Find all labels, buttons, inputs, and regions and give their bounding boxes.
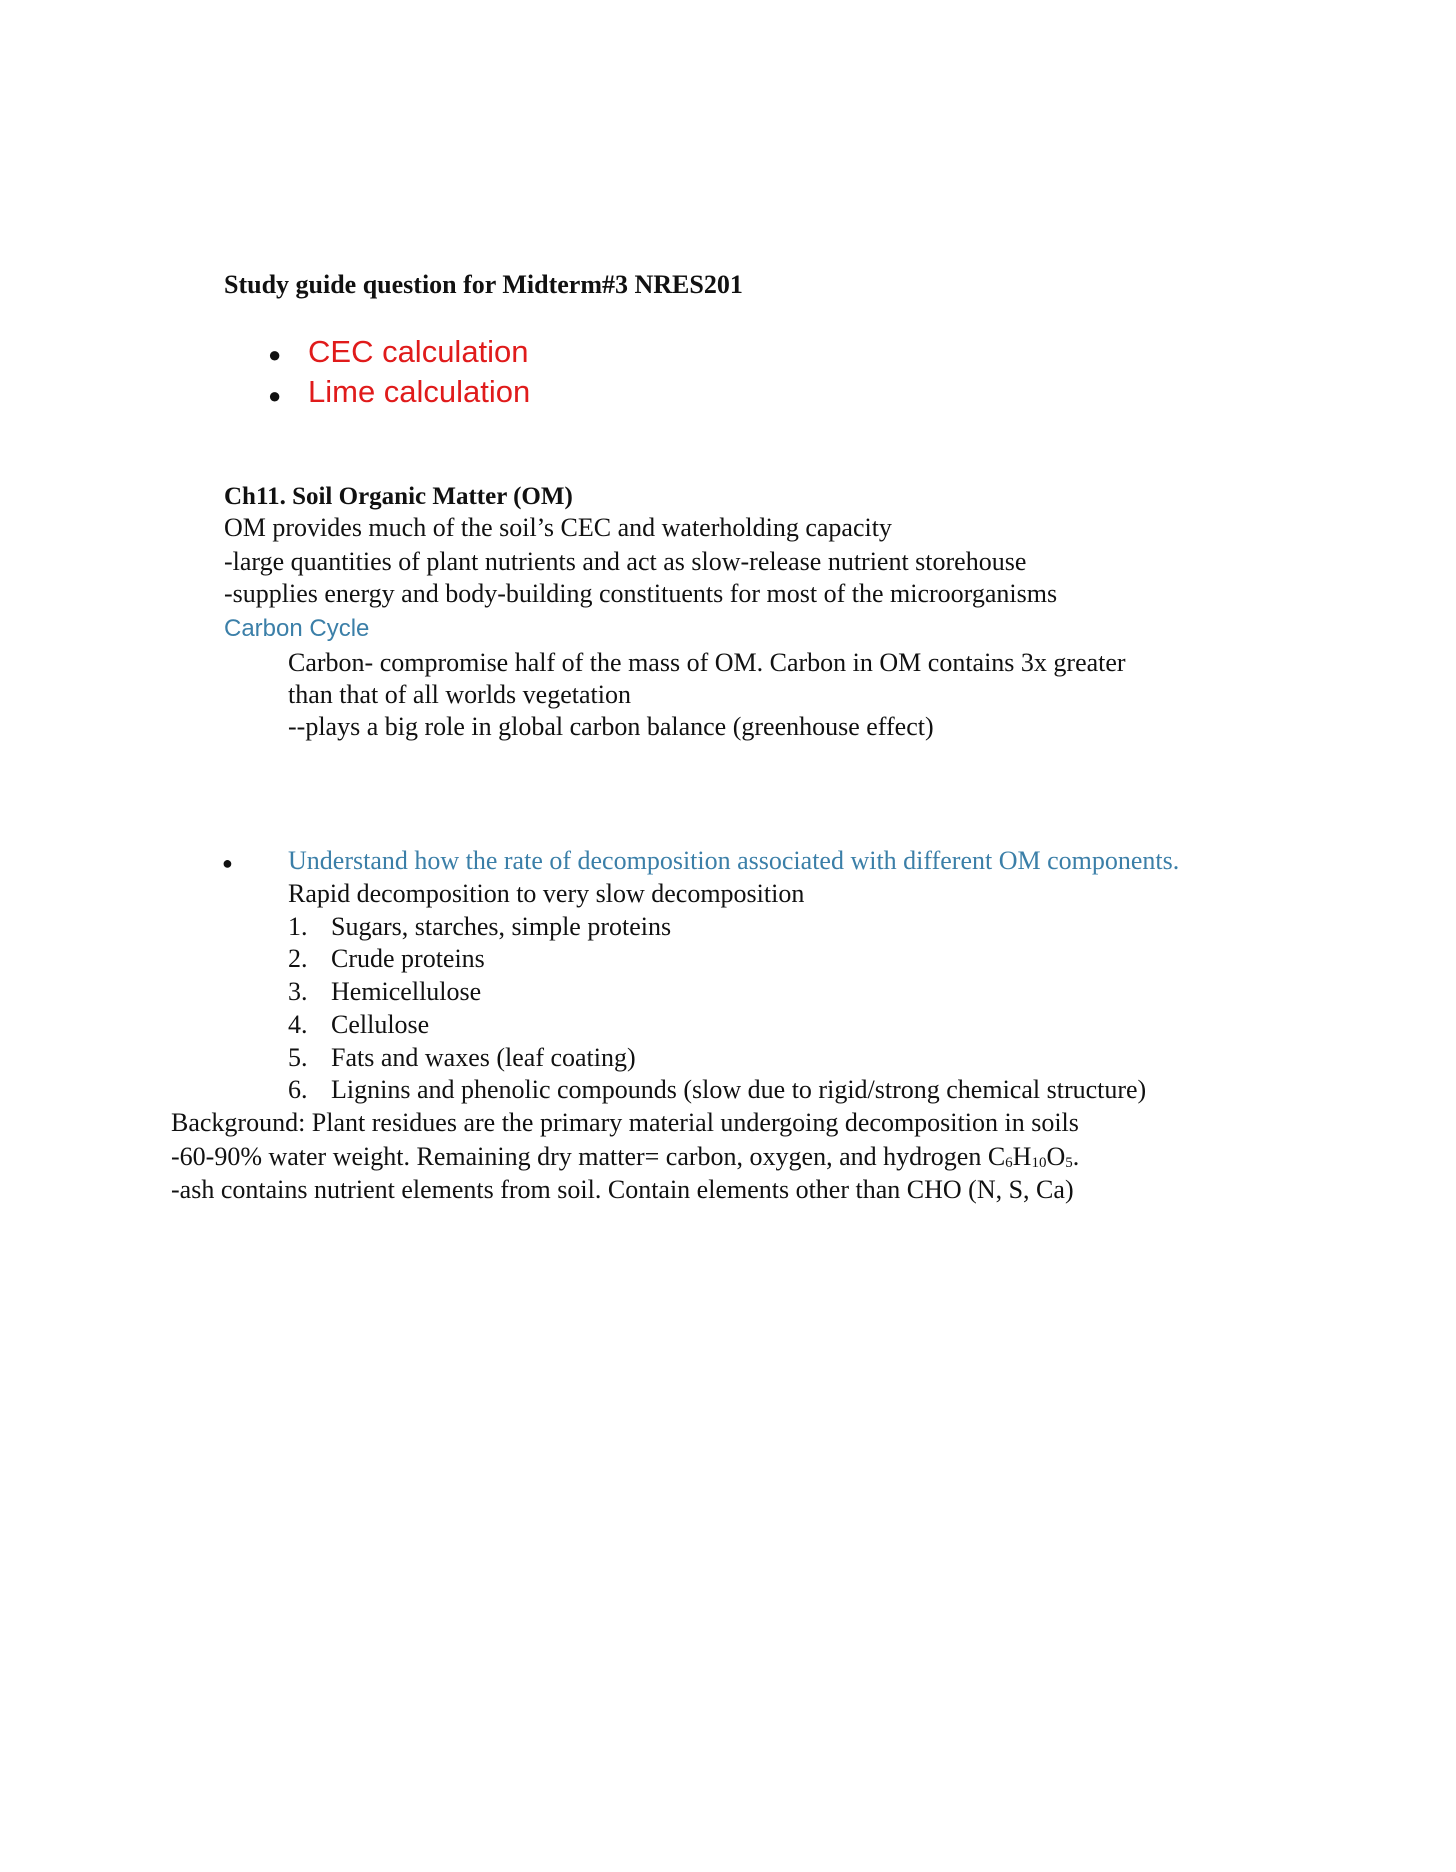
formula-period: . — [1072, 1142, 1080, 1171]
bullet-icon: ● — [222, 853, 233, 873]
list-item-number: 6. — [288, 1075, 308, 1104]
ch11-line-1: OM provides much of the soil’s CEC and waterholding capacity — [224, 513, 892, 542]
list-item-number: 1. — [288, 912, 308, 941]
formula-subscript: 5 — [1065, 1155, 1073, 1171]
list-item: Cellulose — [331, 1010, 430, 1039]
background-line-1: Background: Plant residues are the primary material undergoing decomposition in soils — [171, 1108, 1079, 1137]
formula-element: O — [1046, 1142, 1066, 1171]
list-item: Crude proteins — [331, 944, 485, 973]
carbon-cycle-heading: Carbon Cycle — [224, 615, 370, 642]
background-line-2 — [171, 1144, 1079, 1170]
list-item-number: 4. — [288, 1010, 308, 1039]
list-item: Hemicellulose — [331, 977, 482, 1006]
list-item-number: 2. — [288, 944, 308, 973]
topic-cec-calculation: CEC calculation — [308, 334, 529, 369]
list-item: Sugars, starches, simple proteins — [331, 912, 672, 941]
ch11-line-2: -large quantities of plant nutrients and act as slow-release nutrient storehouse — [224, 547, 1027, 576]
formula-subscript: 6 — [1005, 1155, 1013, 1171]
bullet-icon: ● — [268, 342, 282, 367]
decomposition-intro: Rapid decomposition to very slow decomposition — [288, 879, 805, 908]
list-item-number: 5. — [288, 1043, 308, 1072]
document-title: Study guide question for Midterm#3 NRES201 — [224, 270, 743, 299]
ch11-line-3: -supplies energy and body-building constituents for most of the microorganisms — [224, 579, 1058, 608]
formula-subscript: 10 — [1031, 1155, 1047, 1171]
background-line-3: -ash contains nutrient elements from soil. Contain elements other than CHO (N, S, Ca) — [171, 1175, 1074, 1204]
decomposition-question: Understand how the rate of decomposition associated with different OM components. — [288, 846, 1180, 875]
carbon-cycle-line-3: --plays a big role in global carbon balance (greenhouse effect) — [288, 712, 934, 741]
carbon-cycle-line-1: Carbon- compromise half of the mass of OM. Carbon in OM contains 3x greater — [288, 648, 1126, 677]
ch11-heading: Ch11. Soil Organic Matter (OM) — [224, 483, 573, 510]
topic-lime-calculation: Lime calculation — [308, 374, 531, 409]
list-item: Lignins and phenolic compounds (slow due to rigid/strong chemical structure) — [331, 1075, 1147, 1104]
formula-element: H — [1012, 1142, 1032, 1171]
carbon-cycle-line-2: than that of all worlds vegetation — [288, 680, 631, 709]
list-item-number: 3. — [288, 977, 308, 1006]
list-item: Fats and waxes (leaf coating) — [331, 1043, 636, 1072]
bullet-icon: ● — [268, 383, 282, 408]
background-line-2-text: -60-90% water weight. Remaining dry matter= carbon, oxygen, and hydrogen C — [171, 1142, 1006, 1171]
